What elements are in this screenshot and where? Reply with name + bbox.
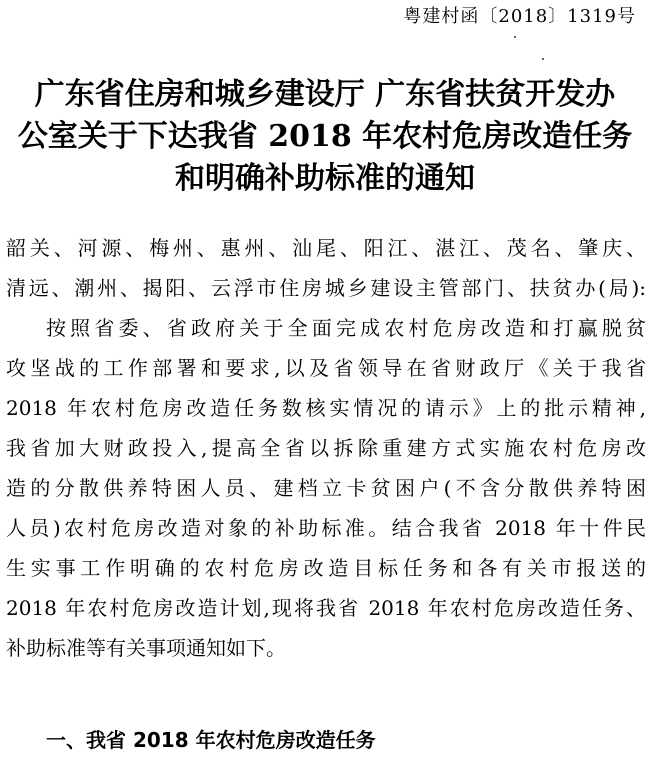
paragraph-line: 2018 年农村危房改造计划,现将我省 2018 年农村危房改造任务、: [6, 596, 646, 620]
addressee-line: 清远、潮州、揭阳、云浮市住房城乡建设主管部门、扶贫办(局):: [6, 276, 646, 300]
paragraph-line: 造的分散供养特困人员、建档立卡贫困户(不含分散供养特困: [6, 476, 646, 500]
title-line: 广东省住房和城乡建设厅 广东省扶贫开发办: [34, 77, 616, 112]
section-heading: 一、我省 2018 年农村危房改造任务: [46, 728, 376, 752]
title-line: 和明确补助标准的通知: [175, 161, 475, 196]
addressee-line: 韶关、河源、梅州、惠州、汕尾、阳江、湛江、茂名、肇庆、: [6, 236, 646, 260]
scan-speck: [542, 58, 544, 60]
scan-speck: [514, 36, 516, 38]
paragraph-line: 人员)农村危房改造对象的补助标准。结合我省 2018 年十件民: [6, 516, 646, 540]
paragraph-line: 2018 年农村危房改造任务数核实情况的请示》上的批示精神,: [6, 396, 646, 420]
paragraph-line: 攻坚战的工作部署和要求,以及省领导在省财政厅《关于我省: [6, 356, 646, 380]
paragraph-line: 我省加大财政投入,提高全省以拆除重建方式实施农村危房改: [6, 436, 646, 460]
document-body: [6, 228, 646, 668]
document-number: 粤建村函〔2018〕1319号: [403, 6, 636, 27]
title-line: 公室关于下达我省 2018 年农村危房改造任务: [17, 119, 633, 154]
paragraph-line: 按照省委、省政府关于全面完成农村危房改造和打赢脱贫: [46, 316, 646, 340]
paragraph-line: 补助标准等有关事项通知如下。: [6, 636, 286, 660]
document-title: [0, 74, 650, 200]
paragraph-line: 生实事工作明确的农村危房改造目标任务和各有关市报送的: [6, 556, 646, 580]
